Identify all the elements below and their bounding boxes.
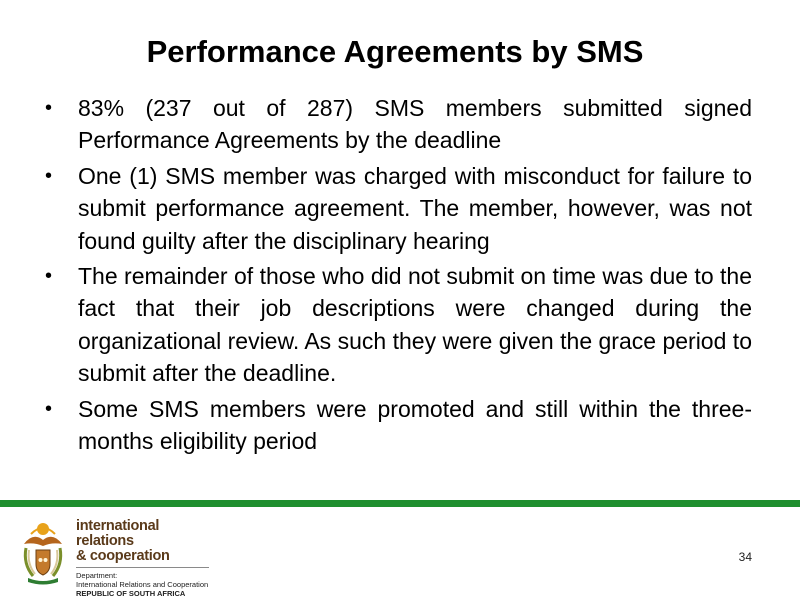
south-africa-coat-of-arms-icon xyxy=(18,520,68,586)
bullet-item xyxy=(45,393,752,458)
page-number: 34 xyxy=(738,550,752,564)
bullet-item xyxy=(45,160,752,257)
department-name: International Relations and Cooperation xyxy=(76,580,209,589)
bullet-list xyxy=(45,92,752,460)
bullet-dot-icon: • xyxy=(45,164,53,187)
bullet-dot-icon: • xyxy=(45,397,53,420)
country-name: REPUBLIC OF SOUTH AFRICA xyxy=(76,589,186,598)
brand-divider xyxy=(76,567,209,568)
bullet-text: Some SMS members were promoted and still within the three-months eligibility period xyxy=(78,395,752,455)
bullet-item xyxy=(45,260,752,390)
brand-line-1: international relations xyxy=(76,518,160,549)
brand-line-2: & cooperation xyxy=(76,548,170,564)
slide-title: Performance Agreements by SMS xyxy=(146,34,644,69)
bullet-item xyxy=(45,92,752,157)
bullet-text: 83% (237 out of 287) SMS members submitted signed Performance Agreements by the deadline xyxy=(78,95,752,154)
bullet-text: One (1) SMS member was charged with misconduct for failure to submit performance agreement. The member, however, was not found guilty after the disciplinary hearing xyxy=(78,162,752,254)
footer-divider xyxy=(0,500,800,507)
bullet-text: The remainder of those who did not submit on time was due to the fact that their job descriptions were changed during the organizational review. As such they were given the grace period to submit after the deadline. xyxy=(78,263,752,387)
bullet-dot-icon: • xyxy=(45,265,53,288)
footer-brand xyxy=(76,519,216,598)
department-label: Department: xyxy=(76,571,118,580)
bullet-dot-icon: • xyxy=(45,97,53,119)
